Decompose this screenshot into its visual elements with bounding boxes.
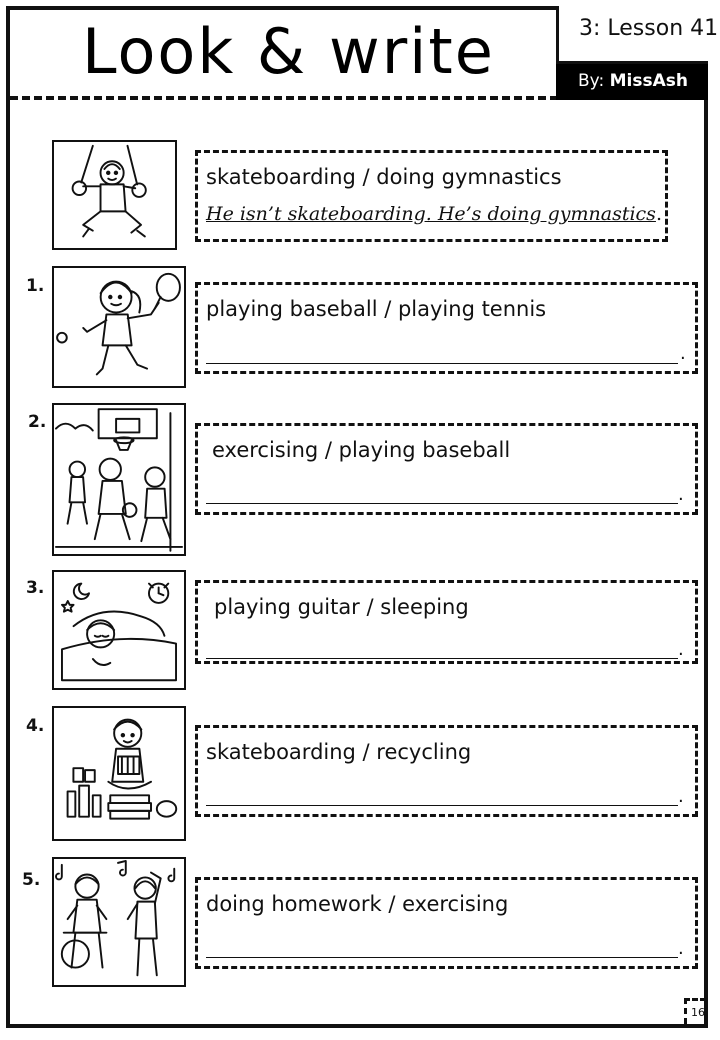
answer-line[interactable] — [206, 363, 678, 364]
question-number: 3. — [26, 578, 45, 598]
question-prompt: exercising / playing baseball — [212, 438, 511, 462]
author-prefix: By: — [578, 71, 605, 91]
question-3-picture — [52, 570, 186, 690]
answer-line-period: . — [678, 786, 684, 807]
question-number: 4. — [26, 716, 45, 736]
example-prompt: skateboarding / doing gymnastics — [206, 165, 562, 189]
question-prompt: playing guitar / sleeping — [214, 595, 469, 619]
boy-on-gymnastic-rings-icon — [54, 142, 175, 248]
author-credit — [578, 71, 688, 91]
question-3-answer-box[interactable] — [195, 580, 698, 664]
example-picture — [52, 140, 177, 250]
question-2-picture — [52, 403, 186, 556]
page-number-box — [684, 998, 706, 1024]
answer-line-period: . — [678, 938, 684, 959]
question-4-answer-box[interactable] — [195, 725, 698, 817]
question-1-picture — [52, 266, 186, 388]
girl-playing-tennis-icon — [54, 268, 184, 386]
lesson-label-box — [556, 6, 719, 64]
boy-recycling-icon — [54, 708, 184, 839]
answer-line[interactable] — [206, 658, 678, 659]
example-answer — [206, 203, 662, 225]
question-1-answer-box[interactable] — [195, 282, 698, 374]
question-5-picture — [52, 857, 186, 987]
author-banner — [556, 64, 708, 100]
question-prompt: doing homework / exercising — [206, 892, 509, 916]
answer-line[interactable] — [206, 805, 678, 806]
example-answer-text: He isn’t skateboarding. He’s doing gymnastics — [206, 203, 656, 225]
question-number: 5. — [22, 870, 41, 890]
answer-line[interactable] — [206, 503, 678, 504]
header-divider — [10, 96, 558, 100]
answer-line[interactable] — [206, 957, 678, 958]
answer-line-period: . — [678, 639, 684, 660]
example-answer-period: . — [655, 203, 662, 225]
question-number: 2. — [28, 412, 47, 432]
child-sleeping-icon — [54, 572, 184, 688]
seniors-exercising-icon — [54, 859, 184, 985]
page-number: 16 — [691, 1006, 705, 1019]
answer-line-period: . — [680, 343, 686, 364]
author-name: MissAsh — [609, 71, 688, 91]
question-2-answer-box[interactable] — [195, 423, 698, 515]
lesson-label: 3: Lesson 41 — [579, 16, 719, 41]
page-title: Look & write — [82, 15, 495, 88]
question-4-picture — [52, 706, 186, 841]
answer-line-period: . — [678, 484, 684, 505]
question-prompt: skateboarding / recycling — [206, 740, 472, 764]
question-5-answer-box[interactable] — [195, 877, 698, 969]
example-answer-box — [195, 150, 668, 242]
kids-playing-basketball-icon — [54, 405, 184, 554]
question-number: 1. — [26, 276, 45, 296]
question-prompt: playing baseball / playing tennis — [206, 297, 547, 321]
